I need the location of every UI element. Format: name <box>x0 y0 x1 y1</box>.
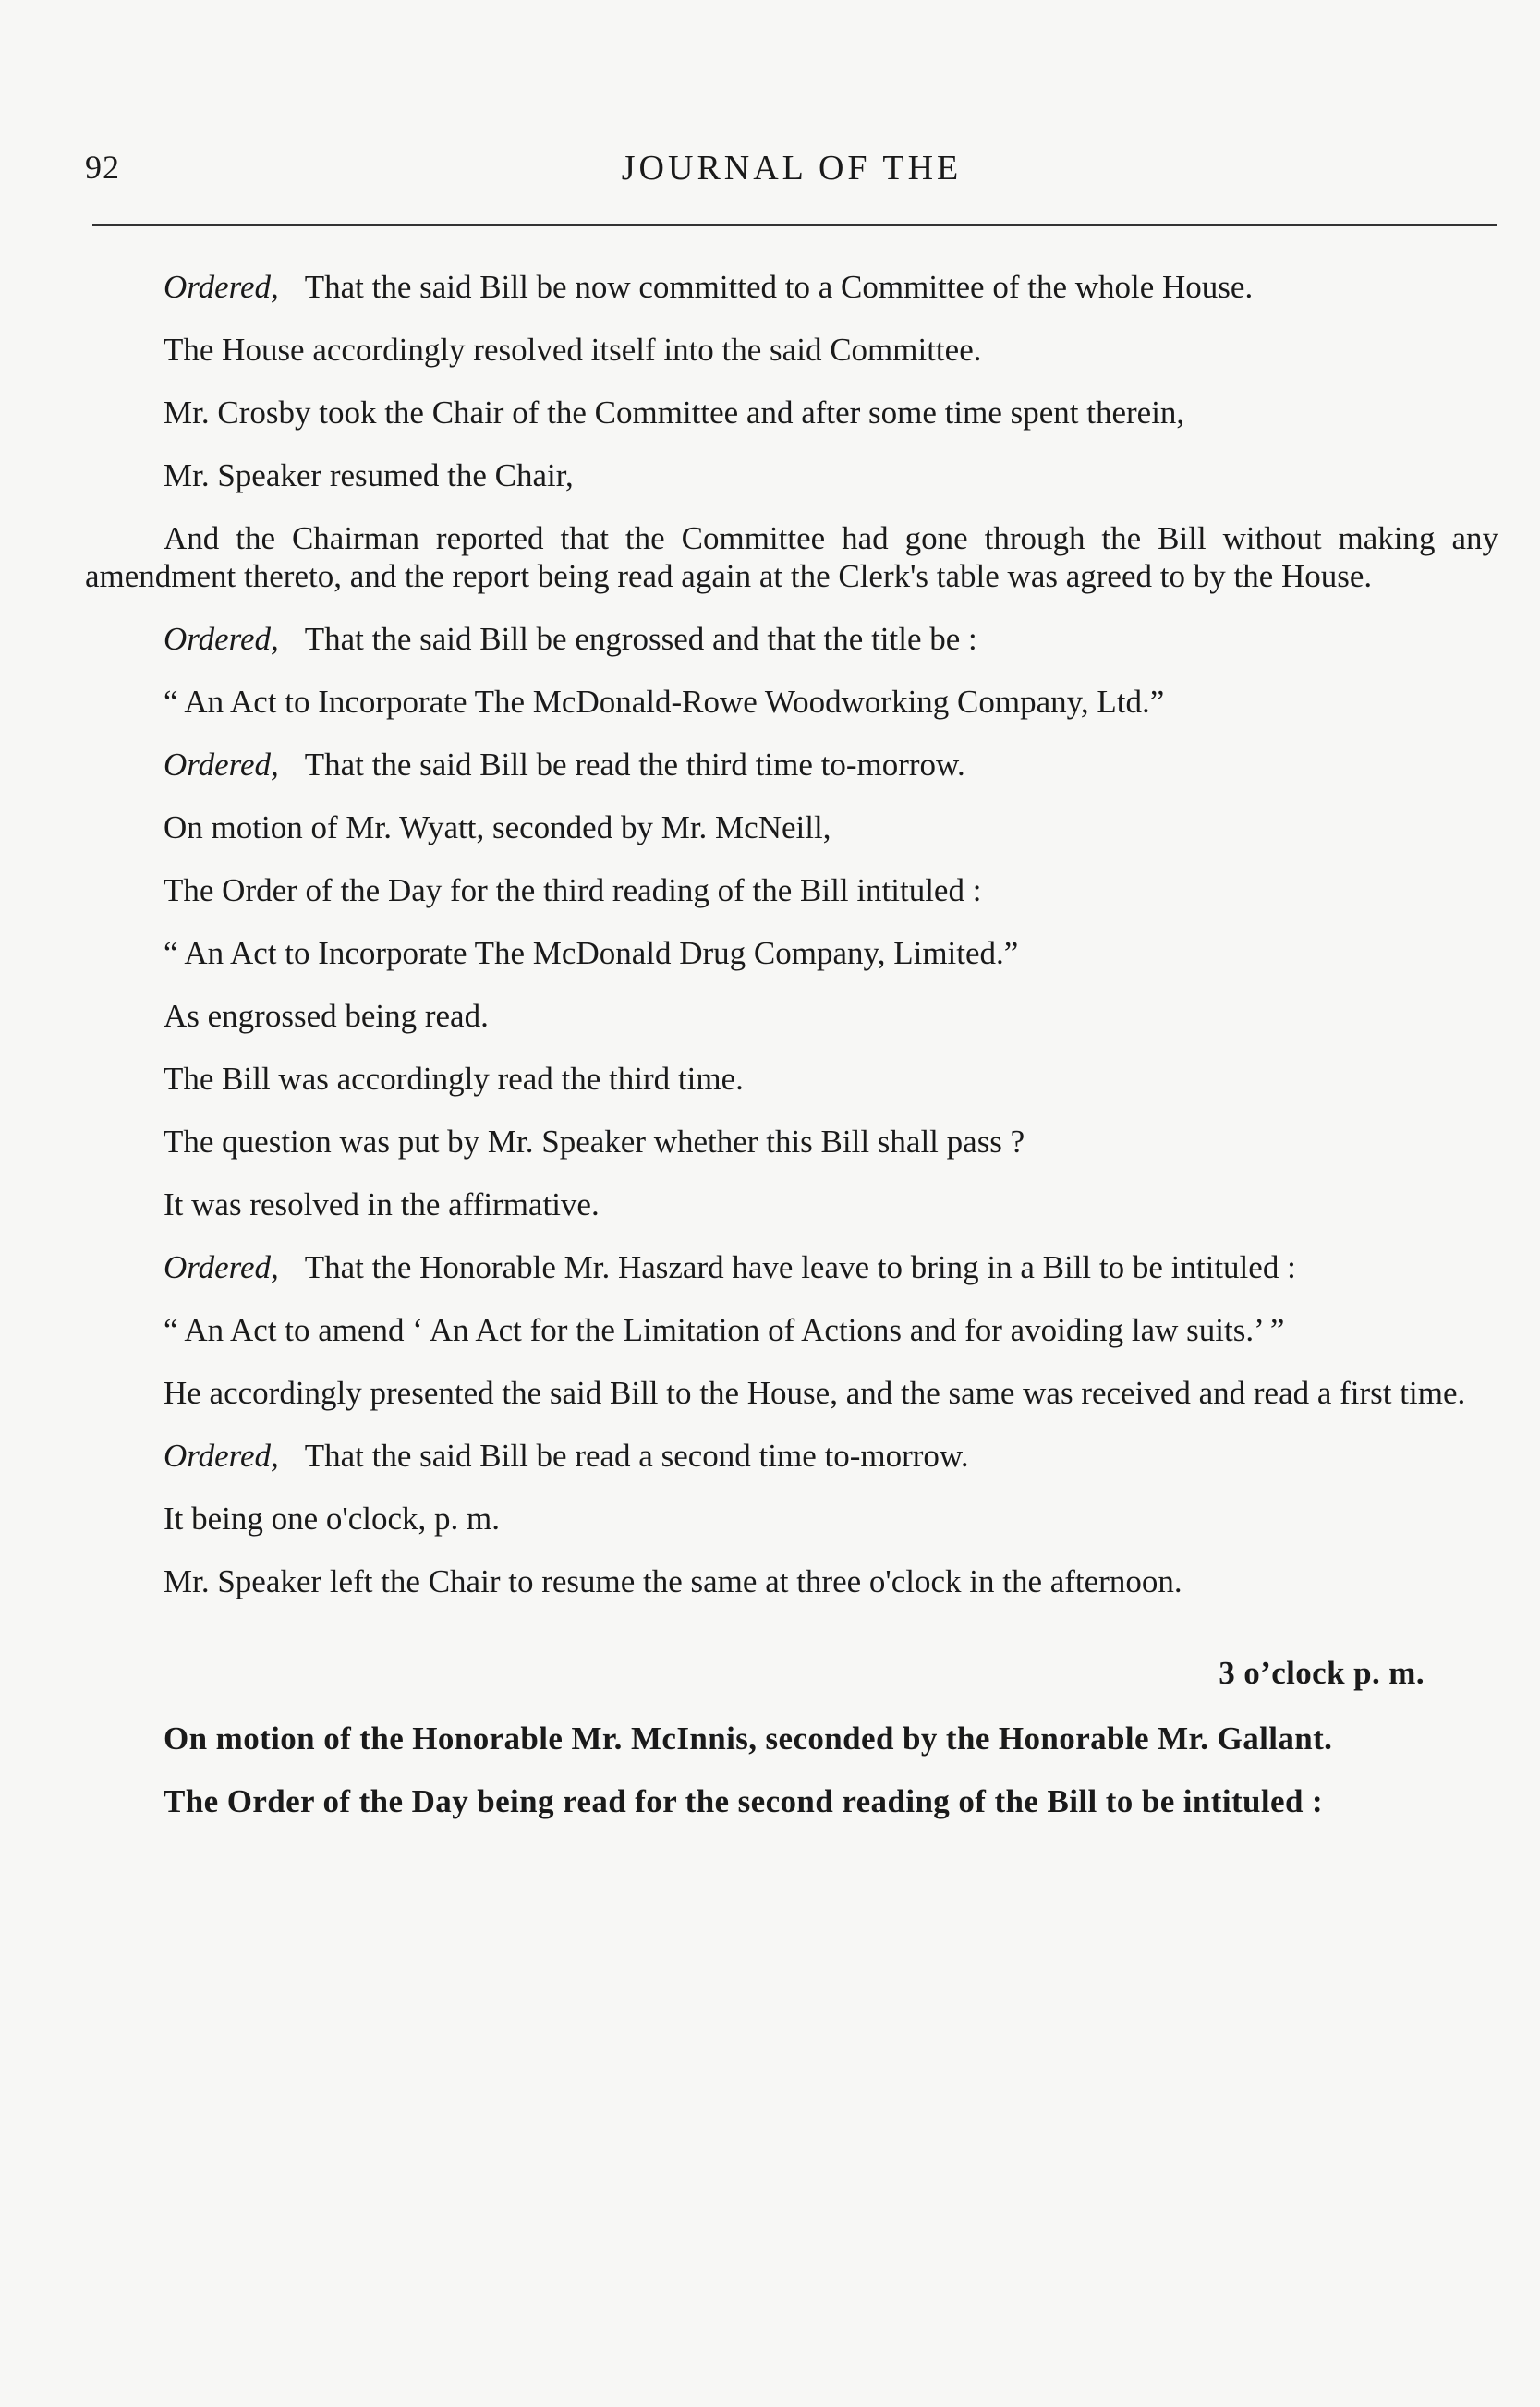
paragraph <box>85 1500 1498 1538</box>
paragraph-text: Mr. Speaker left the Chair to resume the same at three o'clock in the afternoon. <box>164 1563 1182 1599</box>
paragraph-text: The question was put by Mr. Speaker whether this Bill shall pass ? <box>164 1124 1025 1160</box>
header-rule <box>92 224 1497 226</box>
paragraph: The Order of the Day being read for the second reading of the Bill to be intituled : <box>164 1783 1324 1819</box>
paragraph <box>85 1123 1498 1161</box>
time-heading: 3 o’clock p. m. <box>1219 1655 1425 1691</box>
paragraph-text: “ An Act to amend ‘ An Act for the Limitation of Actions and for avoiding law suits.’ ” <box>164 1312 1285 1348</box>
paragraph <box>85 934 1498 972</box>
ordered-label: Ordered, <box>164 1438 279 1474</box>
paragraph <box>85 1374 1498 1412</box>
paragraph <box>85 1185 1498 1223</box>
journal-body <box>85 268 1498 1845</box>
ordered-paragraph <box>85 1248 1498 1286</box>
paragraph <box>85 394 1498 432</box>
paragraph <box>85 331 1498 369</box>
paragraph <box>85 456 1498 494</box>
paragraph-text: That the Honorable Mr. Haszard have leave to bring in a Bill to be intituled : <box>304 1249 1296 1285</box>
ordered-paragraph <box>85 620 1498 658</box>
afternoon-proceedings <box>85 1654 1498 1820</box>
morning-proceedings <box>85 268 1498 1600</box>
paragraph: On motion of the Honorable Mr. McInnis, seconded by the Honorable Mr. Gallant. <box>164 1720 1333 1757</box>
page-header <box>85 148 1498 203</box>
paragraph-text: That the said Bill be now committed to a Committee of the whole House. <box>304 269 1254 305</box>
paragraph <box>85 997 1498 1035</box>
paragraph-text: Mr. Speaker resumed the Chair, <box>164 457 574 493</box>
paragraph <box>85 871 1498 909</box>
paragraph-text: He accordingly presented the said Bill to the House, and the same was received and read a first time. <box>164 1375 1466 1411</box>
paragraph-text: It was resolved in the affirmative. <box>164 1186 600 1222</box>
paragraph-text: That the said Bill be read a second time to-morrow. <box>304 1438 969 1474</box>
ordered-label: Ordered, <box>164 621 279 657</box>
paragraph-text: And the Chairman reported that the Committee had gone through the Bill without making any amendment thereto, and the report being read again at the Clerk's table was agreed to by the House. <box>85 520 1498 594</box>
ordered-label: Ordered, <box>164 269 279 305</box>
paragraph <box>85 683 1498 721</box>
paragraph-text: It being one o'clock, p. m. <box>164 1501 500 1537</box>
paragraph-text: “ An Act to Incorporate The McDonald Drug Company, Limited.” <box>164 935 1019 971</box>
paragraph-text: On motion of Mr. Wyatt, seconded by Mr. McNeill, <box>164 809 831 845</box>
ordered-paragraph <box>85 746 1498 784</box>
paragraph-text: The Bill was accordingly read the third time. <box>164 1061 744 1097</box>
page-number: 92 <box>85 149 120 186</box>
paragraph <box>85 1311 1498 1349</box>
ordered-paragraph <box>85 268 1498 306</box>
paragraph-text: The House accordingly resolved itself into the said Committee. <box>164 332 982 368</box>
ordered-label: Ordered, <box>164 747 279 783</box>
paragraph <box>85 1060 1498 1098</box>
paragraph-text: As engrossed being read. <box>164 998 489 1034</box>
paragraph <box>85 808 1498 846</box>
ordered-paragraph <box>85 1437 1498 1475</box>
paragraph-text: The Order of the Day for the third reading of the Bill intituled : <box>164 872 982 908</box>
paragraph <box>85 519 1498 595</box>
paragraph-text: Mr. Crosby took the Chair of the Committee and after some time spent therein, <box>164 395 1185 431</box>
paragraph-text: That the said Bill be read the third time to-morrow. <box>304 747 965 783</box>
paragraph <box>85 1562 1498 1600</box>
paragraph-text: That the said Bill be engrossed and that the title be : <box>304 621 977 657</box>
ordered-label: Ordered, <box>164 1249 279 1285</box>
running-head: JOURNAL OF THE <box>621 149 963 188</box>
paragraph-text: “ An Act to Incorporate The McDonald-Rowe Woodworking Company, Ltd.” <box>164 684 1165 720</box>
